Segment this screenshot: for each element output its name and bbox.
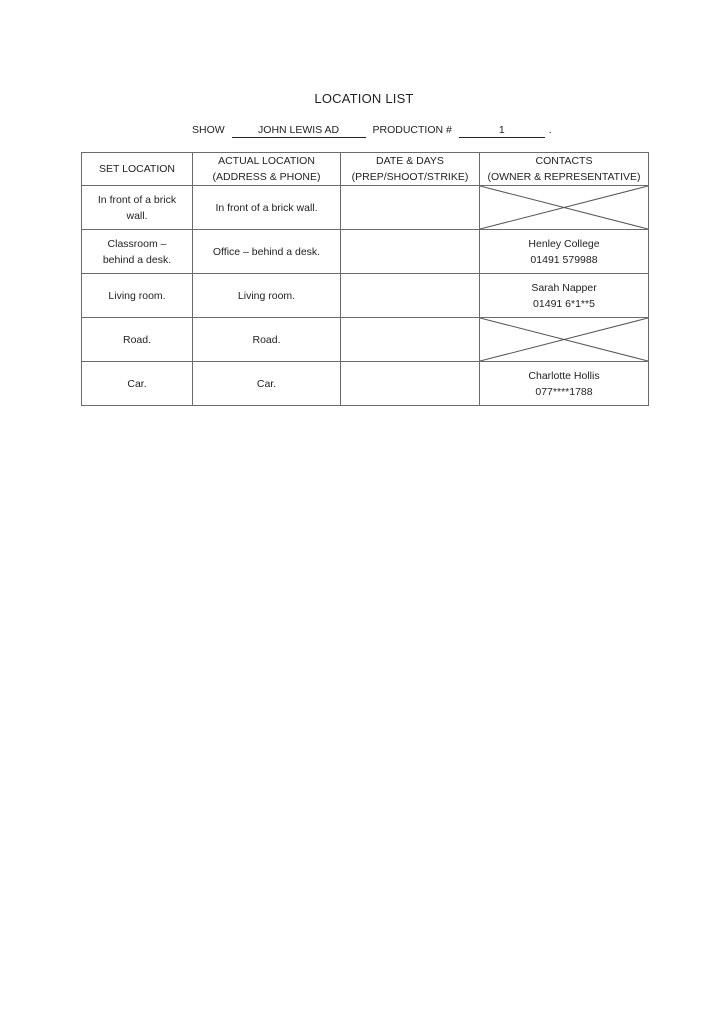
set-location-cell-text: Classroom – [107, 237, 167, 250]
actual-location-cell [193, 186, 341, 230]
header-actual-location-text: ACTUAL LOCATION [218, 155, 315, 167]
set-location-cell-text: Living room. [108, 289, 166, 302]
header-set-location-text: SET LOCATION [98, 163, 176, 175]
date-days-cell [341, 274, 480, 318]
contacts-cell-text: 077****1788 [535, 385, 593, 398]
set-location-cell [82, 274, 193, 318]
trailing-period: . [548, 124, 552, 136]
contacts-cell [480, 274, 649, 318]
header-set-location [82, 153, 193, 186]
show-label: SHOW [192, 124, 225, 136]
actual-location-cell-text: Car. [256, 377, 277, 390]
contacts-cell-text: Henley College [528, 237, 600, 250]
contacts-cell [480, 362, 649, 406]
actual-location-cell [193, 274, 341, 318]
location-table [81, 152, 649, 406]
contacts-cell-text: Charlotte Hollis [528, 369, 600, 382]
table-row [82, 362, 649, 406]
set-location-cell [82, 362, 193, 406]
show-info [192, 124, 552, 138]
actual-location-cell-text: Road. [252, 333, 281, 346]
contacts-cell [480, 230, 649, 274]
header-date-days [341, 153, 480, 186]
contacts-cell-text: 01491 6*1**5 [533, 297, 595, 310]
date-days-cell [341, 230, 480, 274]
header-contacts-text: (OWNER & REPRESENTATIVE) [487, 171, 641, 183]
set-location-cell [82, 186, 193, 230]
set-location-cell [82, 318, 193, 362]
header-date-days-text: (PREP/SHOOT/STRIKE) [351, 171, 469, 183]
table-row [82, 230, 649, 274]
production-label: PRODUCTION # [372, 124, 452, 136]
date-days-cell [341, 186, 480, 230]
set-location-cell-text: Road. [122, 333, 152, 346]
contacts-cell [480, 186, 649, 230]
set-location-cell-text: Car. [127, 377, 147, 390]
table-row [82, 186, 649, 230]
cross-out-mark [480, 186, 648, 229]
actual-location-cell [193, 318, 341, 362]
header-contacts [480, 153, 649, 186]
set-location-cell-text: behind a desk. [102, 253, 172, 266]
header-contacts-text: CONTACTS [535, 155, 593, 167]
date-days-cell [341, 362, 480, 406]
contacts-cell [480, 318, 649, 362]
table-row [82, 274, 649, 318]
actual-location-cell [193, 230, 341, 274]
page-title: LOCATION LIST [314, 91, 414, 106]
header-actual-location [193, 153, 341, 186]
contacts-cell-text: Sarah Napper [531, 281, 597, 294]
production-value: 1 [459, 124, 545, 138]
set-location-cell-text: wall. [126, 209, 148, 222]
cross-out-mark [480, 318, 648, 361]
actual-location-cell-text: In front of a brick wall. [215, 201, 318, 214]
contacts-cell-text: 01491 579988 [530, 253, 598, 266]
actual-location-cell [193, 362, 341, 406]
header-actual-location-text: (ADDRESS & PHONE) [212, 171, 321, 183]
table-body [82, 186, 649, 406]
date-days-cell [341, 318, 480, 362]
actual-location-cell-text: Living room. [237, 289, 296, 302]
actual-location-cell-text: Office – behind a desk. [212, 245, 321, 258]
header-date-days-text: DATE & DAYS [376, 155, 444, 167]
set-location-cell [82, 230, 193, 274]
table-row [82, 318, 649, 362]
table-header-row [82, 153, 649, 186]
set-location-cell-text: In front of a brick [97, 193, 177, 206]
show-value: JOHN LEWIS AD [232, 124, 366, 138]
